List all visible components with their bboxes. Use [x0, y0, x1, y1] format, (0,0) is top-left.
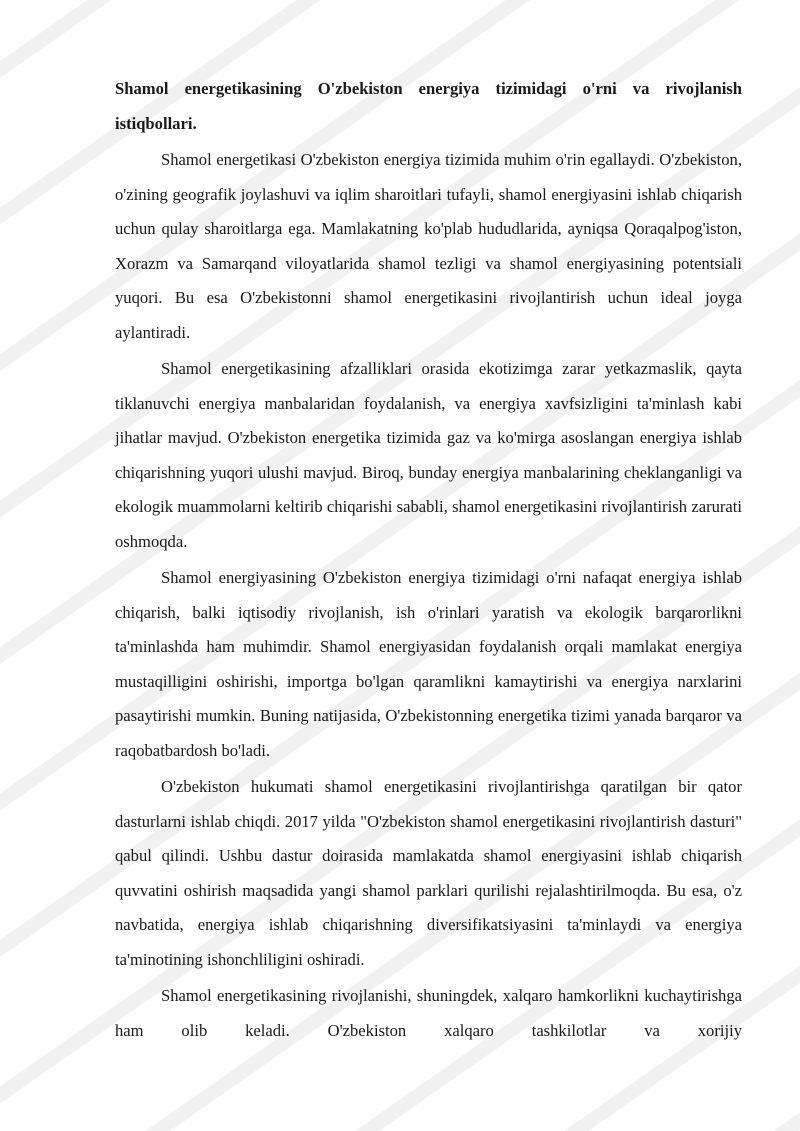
paragraph-4: O'zbekiston hukumati shamol energetikasini rivojlantirishga qaratilgan bir qator dasturlarni ishlab chiqdi. 2017 yilda "O'zbekiston shamol energetikasini rivojlantirish dasturi" qabul qilindi. Ushbu dastur doirasida mamlakatda shamol energiyasini ishlab chiqarish quvvatini oshirish maqsadida yangi shamol parklari qurilishi rejalashtirilmoqda. Bu esa, o'z navbatida, energiya ishlab chiqarishning diversifikatsiyasini ta'minlaydi va energiya ta'minotining ishonchliligini oshiradi. — [115, 777, 742, 969]
paragraph-1: Shamol energetikasi O'zbekiston energiya tizimida muhim o'rin egallaydi. O'zbekiston, o'zining geografik joylashuvi va iqlim sharoitlari tufayli, shamol energiyasini ishlab chiqarish uchun qulay sharoitlarga ega. Mamlakatning ko'plab hududlarida, ayniqsa Qoraqalpog'iston, Xorazm va Samarqand viloyatlarida shamol tezligi va shamol energiyasining potentsiali yuqori. Bu esa O'zbekistonni shamol energetikasini rivojlantirish uchun ideal joyga aylantiradi. — [115, 150, 742, 342]
paragraph-2: Shamol energetikasining afzalliklari orasida ekotizimga zarar yetkazmaslik, qayta tiklanuvchi energiya manbalaridan foydalanish, va energiya xavfsizligini ta'minlash kabi jihatlar mavjud. O'zbekiston energetika tizimida gaz va ko'mirga asoslangan energiya ishlab chiqarishning yuqori ulushi mavjud. Biroq, bunday energiya manbalarining cheklanganligi va ekologik muammolarni keltirib chiqarishi sababli, shamol energetikasini rivojlantirish zarurati oshmoqda. — [115, 359, 742, 551]
document-body — [115, 72, 742, 1048]
paragraph-5: Shamol energetikasining rivojlanishi, shuningdek, xalqaro hamkorlikni kuchaytirishga ham olib keladi. O'zbekiston xalqaro tashkilotlar va xorijiy — [115, 986, 742, 1040]
document-title: Shamol energetikasining O'zbekiston energiya tizimidagi o'rni va rivojlanish istiqbollari. — [115, 79, 742, 133]
paragraph-3: Shamol energiyasining O'zbekiston energiya tizimidagi o'rni nafaqat energiya ishlab chiqarish, balki iqtisodiy rivojlanish, ish o'rinlari yaratish va ekologik barqarorlikni ta'minlashda ham muhimdir. Shamol energiyasidan foydalanish orqali mamlakat energiya mustaqilligini oshirishi, importga bo'lgan qaramlikni kamaytirishi va energiya narxlarini pasaytirishi mumkin. Buning natijasida, O'zbekistonning energetika tizimi yanada barqaror va raqobatbardosh bo'ladi. — [115, 568, 742, 760]
